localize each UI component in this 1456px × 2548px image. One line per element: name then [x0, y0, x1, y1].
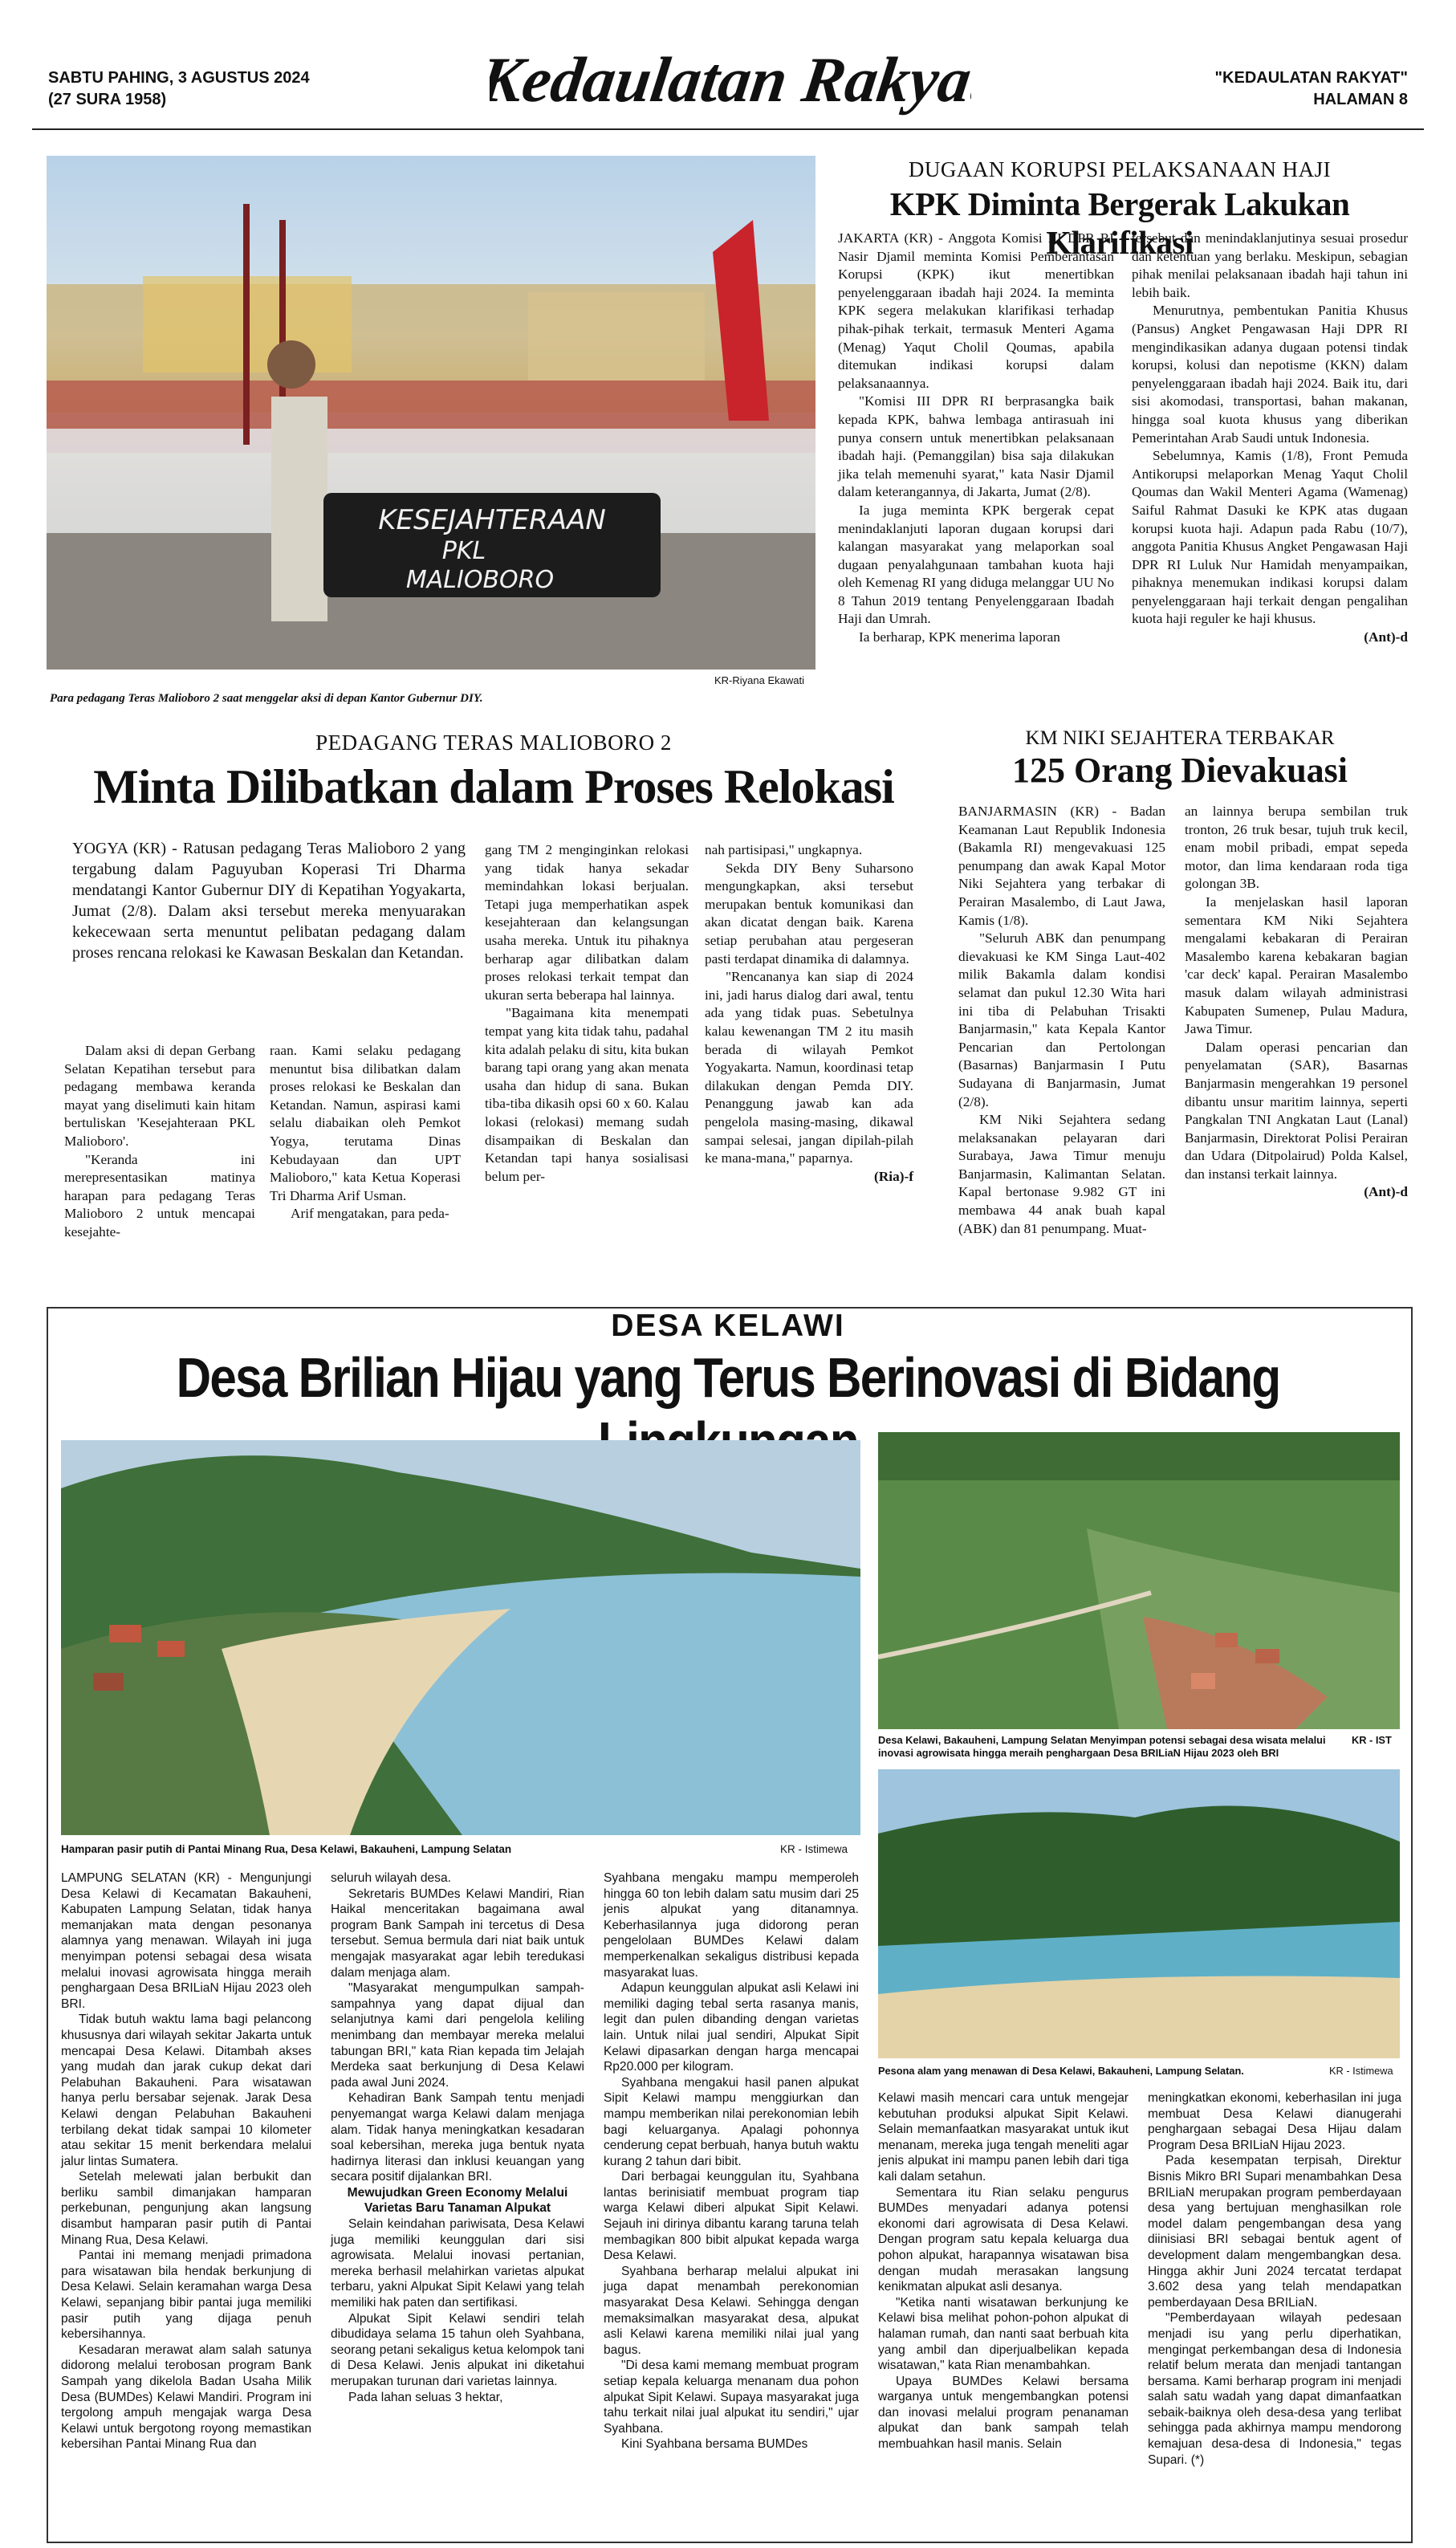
desa-paragraph: Tidak butuh waktu lama bagi pelancong khususnya dari wilayah sekitar Jakarta untuk mencapai Desa Kelawi. Ditambah akses yang mudah dan jarak cukup dekat dari Pelabuhan Bakauheni. Para wisatawan hanya perlu bersabar sejenak. Jarak Desa Kelawi dengan Pelabuhan Bakauheni terbilang dekat tidak sampai 10 kilometer atau sekitar 15 menit berkendara melalui jalur lintas Sumatera.: [61, 2013, 311, 2168]
date-block: [48, 67, 310, 111]
desa-paragraph: Kesadaran merawat alam salah satunya didorong melalui terobosan program Bank Sampah yang dikelola Badan Usaha Milik Desa (BUMDes) Kelawi Mandiri. Program ini tergolong ampuh mengajak warga Desa Kelawi untuk bergotong royong memastikan kebersihan Pantai Minang Rua dan: [61, 2342, 311, 2452]
kpk-paragraph: tersebut dan menindaklanjutinya sesuai prosedur dan ketentuan yang berlaku. Meskipun, sebagian pihak menilai pelaksanaan ibadah haji tahun ini lebih baik.: [1132, 230, 1408, 300]
malioboro-paragraph: Arif mengatakan, para peda-: [291, 1206, 449, 1222]
kpk-paragraph: Sebelumnya, Kamis (1/8), Front Pemuda Antikorupsi melaporkan Menag Yaqut Cholil Qoumas dan Wakil Menteri Agama (Wamenag) Saiful Rahmat Dasuki ke KPK atas dugaan korupsi kuota haji. Adapun pada Rabu (10/7), anggota Panitia Khusus Angket Pengawasan Haji DPR RI Luluk Nur Hamidah menyampaikan, pihaknya menemukan indikasi korupsi dalam penyelenggaraan haji terkait dengan pengalihan kuota haji reguler ke haji khusus.: [1132, 448, 1408, 627]
desa-paragraph: LAMPUNG SELATAN (KR) - Mengunjungi Desa Kelawi di Kecamatan Bakauheni, Kabupaten Lampung Selatan, tidak hanya memanjakan mata dengan pesonanya alamnya yang menawan. Wilayah ini juga menyimpan potensi sebagai desa wisata melalui inovasi agrowisata hingga meraih penghargaan Desa BRILiaN Hijau 2023 oleh BRI.: [61, 1871, 311, 2011]
desa-kicker: DESA KELAWI: [611, 1309, 845, 1343]
kpk-paragraph: JAKARTA (KR) - Anggota Komisi III DPR RI Nasir Djamil meminta Komisi Pemberantasan Korupsi (KPK) ikut menertibkan penyelenggaraan ibadah haji 2024. Ia meminta KPK segera melakukan klarifikasi terhadap pihak-pihak terkait, termasuk Menteri Agama (Menag) Yaqut Cholil Qoumas, apabila ditemukan indikasi korupsi dalam pelaksanaannya.: [838, 230, 1114, 391]
hijri-date-line: (27 SURA 1958): [48, 91, 167, 108]
desa-paragraph: Adapun keunggulan alpukat asli Kelawi ini memiliki daging tebal serta rasanya manis, legit dan pulen dibanding dengan varietas lain. Untuk nilai jual sendiri, Alpukat Sipit Kelawi dipasarkan dengan harga mencapai Rp20.000 per kilogram.: [604, 1981, 859, 2074]
photo-caption: Para pedagang Teras Malioboro 2 saat menggelar aksi di depan Kantor Gubernur DIY.: [50, 692, 483, 705]
malioboro-column-2: [270, 1042, 461, 1223]
kpk-paragraph: Menurutnya, pembentukan Panitia Khusus (Pansus) Angket Pengawasan Haji DPR RI mengindikasikan adanya dugaan potensi tindak korupsi, kolusi dan nepotisme (KKN) dalam penyelenggaraan ibadah haji 2024. Baik itu, dari sisi akomodasi, transportasi, bahan makanan, hingga soal kuota khusus yang diberikan Pemerintahan Arab Saudi untuk Indonesia.: [1132, 303, 1408, 446]
desa-paragraph: Setelah melewati jalan berbukit dan berliku sambil dimanjakan hamparan perkebunan, pengunjung akan langsung disambut hamparan pasir putih di Pantai Minang Rua, Desa Kelawi.: [61, 2170, 311, 2247]
photo-credit: KR-Riyana Ekawati: [714, 674, 804, 686]
kpk-column-1: [838, 230, 1114, 647]
kapal-kicker: KM NIKI SEJAHTERA TERBAKAR: [1025, 727, 1335, 749]
beach-photo-credit: KR - Istimewa: [780, 1843, 848, 1855]
malioboro-column-3: [485, 841, 689, 1186]
kapal-paragraph: an lainnya berupa sembilan truk tronton, 26 truk besar, tujuh truk kecil, enam mobil pribadi, empat sepeda motor, dan lima kendaraan roda tiga golongan 3B.: [1185, 804, 1408, 892]
desa-headline: Desa Brilian Hijau yang Terus Berinovasi di Bidang: [176, 1346, 1280, 1409]
desa-paragraph: Pantai ini memang menjadi primadona para wisatawan bila hendak berkunjung di Desa Kelawi. Selain keramahan warga Desa Kelawi, sepanjang bibir pantai juga memiliki pasir putih yang dijaga penuh kebersihannya.: [61, 2249, 311, 2342]
malioboro-kicker: PEDAGANG TERAS MALIOBORO 2: [315, 731, 672, 755]
malioboro-paragraph: gang TM 2 menginginkan relokasi yang tidak hanya sekadar memindahkan lokasi berjualan. Tetapi juga memperhatikan aspek kesejahteraan dan kelangsungan usaha mereka. Untuk itu pihaknya berharap agar dilibatkan dalam proses relokasi terkait tempat dan ukuran serta beberapa hal lainnya.: [485, 842, 689, 1003]
desa-paragraph: Kelawi masih mencari cara untuk mengejar kebutuhan produksi alpukat Sipit Kelawi. Selain memanfaatkan masyarakat untuk ikut menanam, mereka juga tengah meneliti agar jenis alpukat ini mampu panen lebih dari tiga kali dalam setahun.: [878, 2091, 1129, 2184]
desa-paragraph: Pada lahan seluas 3 hektar,: [348, 2390, 503, 2404]
desa-column-1: [61, 1870, 311, 2452]
banner-line3: MALIOBORO: [405, 566, 555, 594]
kpk-paragraph: Ia berharap, KPK menerima laporan: [859, 629, 1060, 645]
kpk-kicker: DUGAAN KORUPSI PELAKSANAAN HAJI: [908, 157, 1332, 181]
desa-paragraph: "Pemberdayaan wilayah pedesaan menjadi isu yang perlu diperhatikan, mengingat perkembangan desa di Indonesia relatif belum merata dan menjadi tantangan bersama. Kami berharap program ini menjadi salah satu wadah yang dapat dimanfaatkan sebaik-baiknya oleh desa-desa yang terlibat sehingga pada akhirnya mampu mendorong kemajuan desa-desa di Indonesia," tegas Supari. (*): [1148, 2311, 1401, 2467]
malioboro-paragraph: Sekda DIY Beny Suharsono mengungkapkan, aksi tersebut merupakan bentuk komunikasi dan akan dicatat dengan baik. Karena setiap perubahan atau pergeseran pasti terdapat dinamika di dalamnya.: [705, 860, 913, 967]
malioboro-paragraph: nah partisipasi," ungkapnya.: [705, 842, 863, 857]
desa-paragraph: Alpukat Sipit Kelawi sendiri telah dibudidaya selama 15 tahun oleh Syahbana, seorang petani sekaligus ketua kelompok tani di Desa Kelawi. Jenis alpukat ini diketahui merupakan turunan dari varietas lainnya.: [331, 2311, 584, 2388]
masthead-logo: [490, 39, 971, 123]
desa-paragraph: Syahbana mengakui hasil panen alpukat Sipit Kelawi mampu menggiurkan dan mampu memberikan nilai perekonomian lebih bagi keluarganya. Apalagi pohonnya cenderung cepat berbuah, hanya butuh waktu kurang 2 tahun dari bibit.: [604, 2075, 859, 2168]
desa-column-2: [331, 1870, 584, 2405]
protest-photo: [47, 156, 815, 670]
kapal-signoff: (Ant)-d: [1364, 1184, 1408, 1200]
desa-subheading: Mewujudkan Green Economy Melalui Varietas Baru Tanaman Alpukat: [347, 2185, 568, 2216]
malioboro-paragraph: "Bagaimana kita menempati tempat yang kita tidak tahu, padahal kita adalah pelaku di situ, kita bukan barang tapi orang yang akan menata usaha dan hidup di sana. Bukan tiba-tiba dikasih opsi 60 x 60. Kalau lokasi (relokasi) memang sudah disampaikan di Beskalan dan Ketandan tapi hanya sosialisasi belum per-: [485, 1005, 689, 1184]
kapal-column-1: [958, 803, 1165, 1238]
kpk-paragraph: Ia juga meminta KPK bergerak cepat menindaklanjuti laporan dugaan korupsi dari kalangan masyarakat yang melaporkan soal dugaan penyalahgunaan tambahan kuota haji oleh Kemenag RI yang diduga melanggar UU No 8 Tahun 2019 tentang Penyelenggaraan Ibadah Haji dan Umrah.: [838, 502, 1114, 627]
malioboro-paragraph: raan. Kami selaku pedagang menuntut bisa dilibatkan dalam proses relokasi ke Beskalan dan Ketandan. Namun, aspirasi kami selalu diabaikan oleh Pemkot Yogya, terutama Dinas Kebudayaan dan UPT Malioboro," kata Ketua Koperasi Tri Dharma Arif Usman.: [270, 1043, 461, 1203]
malioboro-paragraph: Dalam aksi di depan Gerbang Selatan Kepatihan tersebut para pedagang membawa keranda mayat yang diselimuti kain hitam bertuliskan 'Kesejahteraan PKL Malioboro'.: [64, 1043, 255, 1149]
kapal-column-2: [1185, 803, 1408, 1202]
village-photo-credit: KR - IST: [1352, 1734, 1392, 1746]
malioboro-paragraph: "Keranda ini merepresentasikan matinya harapan para pedagang Teras Malioboro 2 untuk mencapai kesejahte-: [64, 1151, 255, 1239]
desa-paragraph: "Ketika nanti wisatawan berkunjung ke Kelawi bisa melihat pohon-pohon alpukat di halaman rumah, dan nanti saat berbuah kita yang ambil dan diperjualbelikan kepada wisatawan," kata Rian menambahkan.: [878, 2295, 1129, 2373]
coast-photo: [878, 1769, 1400, 2058]
kpk-paragraph: "Komisi III DPR RI berprasangka baik kepada KPK, bahwa lembaga antirasuah ini punya consern untuk menertibkan pelaksanaan ibadah haji. (Pemanggilan) bisa saja dilakukan jika telah memenuhi syarat," kata Nasir Djamil dalam keterangannya, di Jakarta, Jumat (2/8).: [838, 393, 1114, 500]
malioboro-paragraph: "Rencananya kan siap di 2024 ini, jadi harus dialog dari awal, tentu ada yang tidak puas. Sebetulnya kalau kewenangan TM 2 itu masih berada di wilayah Pemkot Yogyakarta. Namun, koordinasi tetap dilakukan dengan Pemda DIY. Penanggung jawab kan ada pengelola masing-masing, dikawal sampai selesai, jangan dipilah-pilah ke mana-mana," paparnya.: [705, 969, 913, 1166]
desa-paragraph: seluruh wilayah desa.: [331, 1871, 451, 1885]
banner-line2: PKL: [441, 537, 486, 565]
kapal-headline: 125 Orang Dievakuasi: [1011, 751, 1348, 790]
kpk-headline: KPK Diminta Bergerak Lakukan Klarifikasi: [889, 185, 1350, 261]
desa-column-4: [878, 2090, 1129, 2452]
desa-paragraph: Dari berbagai keunggulan itu, Syahbana lantas berinisiatif membuat program tiap warga Kelawi diberi alpukat Sipit Kelawi. Sejauh ini dirinya dibantu karang taruna telah membagikan 800 bibit alpukat kepada warga Desa Kelawi.: [604, 2170, 859, 2263]
beach-photo-caption: Hamparan pasir putih di Pantai Minang Rua, Desa Kelawi, Bakauheni, Lampung Selatan: [61, 1843, 512, 1855]
kapal-paragraph: Dalam operasi pencarian dan penyelamatan (SAR), Basarnas Banjarmasin mengerahkan 19 personel dibantu unsur maritim lainnya, seperti Pangkalan TNI Angkatan Laut (Lanal) Banjarmasin, Direktorat Polisi Perairan dan Udara (Ditpolairud) Polda Kalsel, dan instansi terkait lainnya.: [1185, 1039, 1408, 1182]
village-photo-caption: Desa Kelawi, Bakauheni, Lampung Selatan Menyimpan potensi sebagai desa wisata melalui inovasi agrowisata hingga meraih penghargaan Desa BRILiaN Hijau 2023 oleh BRI: [878, 1734, 1326, 1759]
desa-paragraph: meningkatkan ekonomi, keberhasilan ini juga membuat Desa Kelawi dianugerahi penghargaan sebagai Desa Hijau dalam Program Desa BRILiaN Hijau 2023.: [1148, 2091, 1401, 2152]
date-line: SABTU PAHING, 3 AGUSTUS 2024: [48, 69, 310, 87]
desa-paragraph: Sekretaris BUMDes Kelawi Mandiri, Rian Haikal menceritakan bagaimana awal program Bank Sampah ini tercetus di Desa tersebut. Semua bermula dari niat baik untuk mengajak masyarakat agar lebih teredukasi dalam menjaga alam.: [331, 1887, 584, 1980]
page-info: [1215, 67, 1408, 111]
header-rule: [32, 128, 1424, 130]
desa-column-5: [1148, 2090, 1401, 2468]
masthead-text: Kedaulatan Rakyat: [490, 44, 971, 116]
beach-photo: [61, 1440, 860, 1835]
malioboro-column-1: [64, 1042, 255, 1242]
desa-paragraph: Syahbana berharap melalui alpukat ini juga dapat menambah perekonomian masyarakat Desa Kelawi. Sehingga dengan memaksimalkan masyarakat desa, alpukat asli Kelawi karena memiliki nilai jual yang bagus.: [604, 2264, 859, 2357]
desa-paragraph: Syahbana mengaku mampu memperoleh hingga 60 ton lebih dalam satu musim dari 25 jenis alpukat yang ditanamnya. Keberhasilannya juga didorong peran pengelolaan BUMDes Kelawi dalam memperkenalkan sekaligus distribusi kepada masyarakat luas.: [604, 1871, 859, 1980]
kapal-paragraph: BANJARMASIN (KR) - Badan Keamanan Laut Republik Indonesia (Bakamla RI) mengevakuasi 125 penumpang dan awak Kapal Motor Niki Sejahtera yang terbakar di Perairan Masalembo, di Laut Jawa, Kamis (1/8).: [958, 804, 1165, 928]
desa-paragraph: Pada kesempatan terpisah, Direktur Bisnis Mikro BRI Supari menambahkan Desa BRILiaN merupakan program pemberdayaan desa yang bertujuan menghasilkan role model dalam pengembangan desa yang diinisiasi BRI sebagai bentuk agent of development dalam mengembangkan desa. Hingga akhir Juni 2024 tercatat terdapat 3.602 desa yang telah mendapatkan pemberdayaan Desa BRILiaN.: [1148, 2154, 1401, 2310]
malioboro-signoff: (Ria)-f: [874, 1168, 913, 1184]
malioboro-lead: YOGYA (KR) - Ratusan pedagang Teras Malioboro 2 yang tergabung dalam Paguyuban Koperasi Tri Dharma mendatangi Kantor Gubernur DIY di Kepatihan Yogyakarta, Jumat (2/8). Dalam aksi tersebut mereka menyuarakan kekecewaan serta menuntut pelibatan pedagang dalam proses rencana relokasi ke Kawasan Beskalan dan Ketandan.: [72, 840, 466, 962]
coast-photo-credit: KR - Istimewa: [1329, 2065, 1393, 2077]
desa-paragraph: Kini Syahbana bersama BUMDes: [621, 2437, 808, 2452]
desa-paragraph: "Di desa kami memang membuat program setiap kepala keluarga menanam dua pohon alpukat Sipit Kelawi. Supaya masyarakat juga tahu terkait nilai jual alpukat itu sendiri," ujar Syahbana.: [604, 2359, 859, 2436]
malioboro-headline: Minta Dilibatkan dalam Proses Relokasi: [93, 760, 894, 813]
desa-column-3: [604, 1870, 859, 2452]
desa-paragraph: Kehadiran Bank Sampah tentu menjadi penyemangat warga Kelawi dalam menjaga alam. Tidak hanya meningkatkan kesadaran soal kebersihan, mereka juga bentuk nyata hadirnya literasi dan inklusi keuangan yang secara positif dijalankan BRI.: [331, 2091, 584, 2184]
desa-paragraph: Sementara itu Rian selaku pengurus BUMDes menyadari adanya potensi ekonomi dari agrowisata di Desa Kelawi. Dengan program satu kepala keluarga dua pohon alpukat, harapannya wisatawan bisa dengan mudah merasakan langsung kenikmatan alpukat asli desanya.: [878, 2185, 1129, 2294]
desa-paragraph: Upaya BUMDes Kelawi bersama warganya untuk mengembangkan potensi dan inovasi melalui program penanaman alpukat dan bank sampah telah membuahkan hasil manis. Selain: [878, 2374, 1129, 2452]
kapal-paragraph: Ia menjelaskan hasil laporan sementara KM Niki Sejahtera mengalami kebakaran di Perairan Masalembo karena kebakaran bagian 'car deck' kapal. Perairan Masalembo masuk dalam wilayah administrasi Kabupaten Sumenep, Pulau Madura, Jawa Timur.: [1185, 893, 1408, 1037]
page-number: HALAMAN 8: [1313, 91, 1408, 108]
banner-line1: KESEJAHTERAAN: [378, 504, 606, 536]
kpk-signoff: (Ant)-d: [1364, 629, 1408, 645]
paper-name: "KEDAULATAN RAKYAT": [1214, 69, 1408, 87]
kapal-paragraph: "Seluruh ABK dan penumpang dievakuasi ke KM Singa Laut-402 milik Bakamla dalam kondisi selamat dan pukul 12.30 Wita hari ini tiba di Pelabuhan Trisakti Banjarmasin," kata Kepala Kantor Pencarian dan Pertolongan (Basarnas) Banjarmasin I Putu Sudayana di Banjarmasin, Jumat (2/8).: [958, 930, 1165, 1109]
malioboro-column-4: [705, 841, 913, 1186]
kpk-column-2: [1132, 230, 1408, 647]
desa-paragraph: Selain keindahan pariwisata, Desa Kelawi juga memiliki keunggulan dari sisi agrowisata. Melalui inovasi pertanian, mereka berhasil melahirkan varietas alpukat terbaru, yakni Alpukat Sipit Kelawi yang telah memiliki hak paten dan sertifikasi.: [331, 2217, 584, 2310]
kapal-paragraph: KM Niki Sejahtera sedang melaksanakan pelayaran dari Surabaya, Jawa Timur menuju Banjarmasin, Kalimantan Selatan. Kapal bertonase 9.982 GT ini membawa 44 anak buah kapal (ABK) dan 81 penumpang. Muat-: [958, 1112, 1165, 1236]
desa-paragraph: "Masyarakat mengumpulkan sampah-sampahnya yang dapat dijual dan selanjutnya kami dari pengelola keliling menimbang dan membayar mereka melalui tabungan BRI," kata Rian kepada tim Jelajah Merdeka saat berkunjung di Desa Kelawi pada awal Juni 2024.: [331, 1981, 584, 2090]
village-aerial-photo: [878, 1432, 1400, 1729]
coast-photo-caption: Pesona alam yang menawan di Desa Kelawi, Bakauheni, Lampung Selatan.: [878, 2065, 1244, 2077]
